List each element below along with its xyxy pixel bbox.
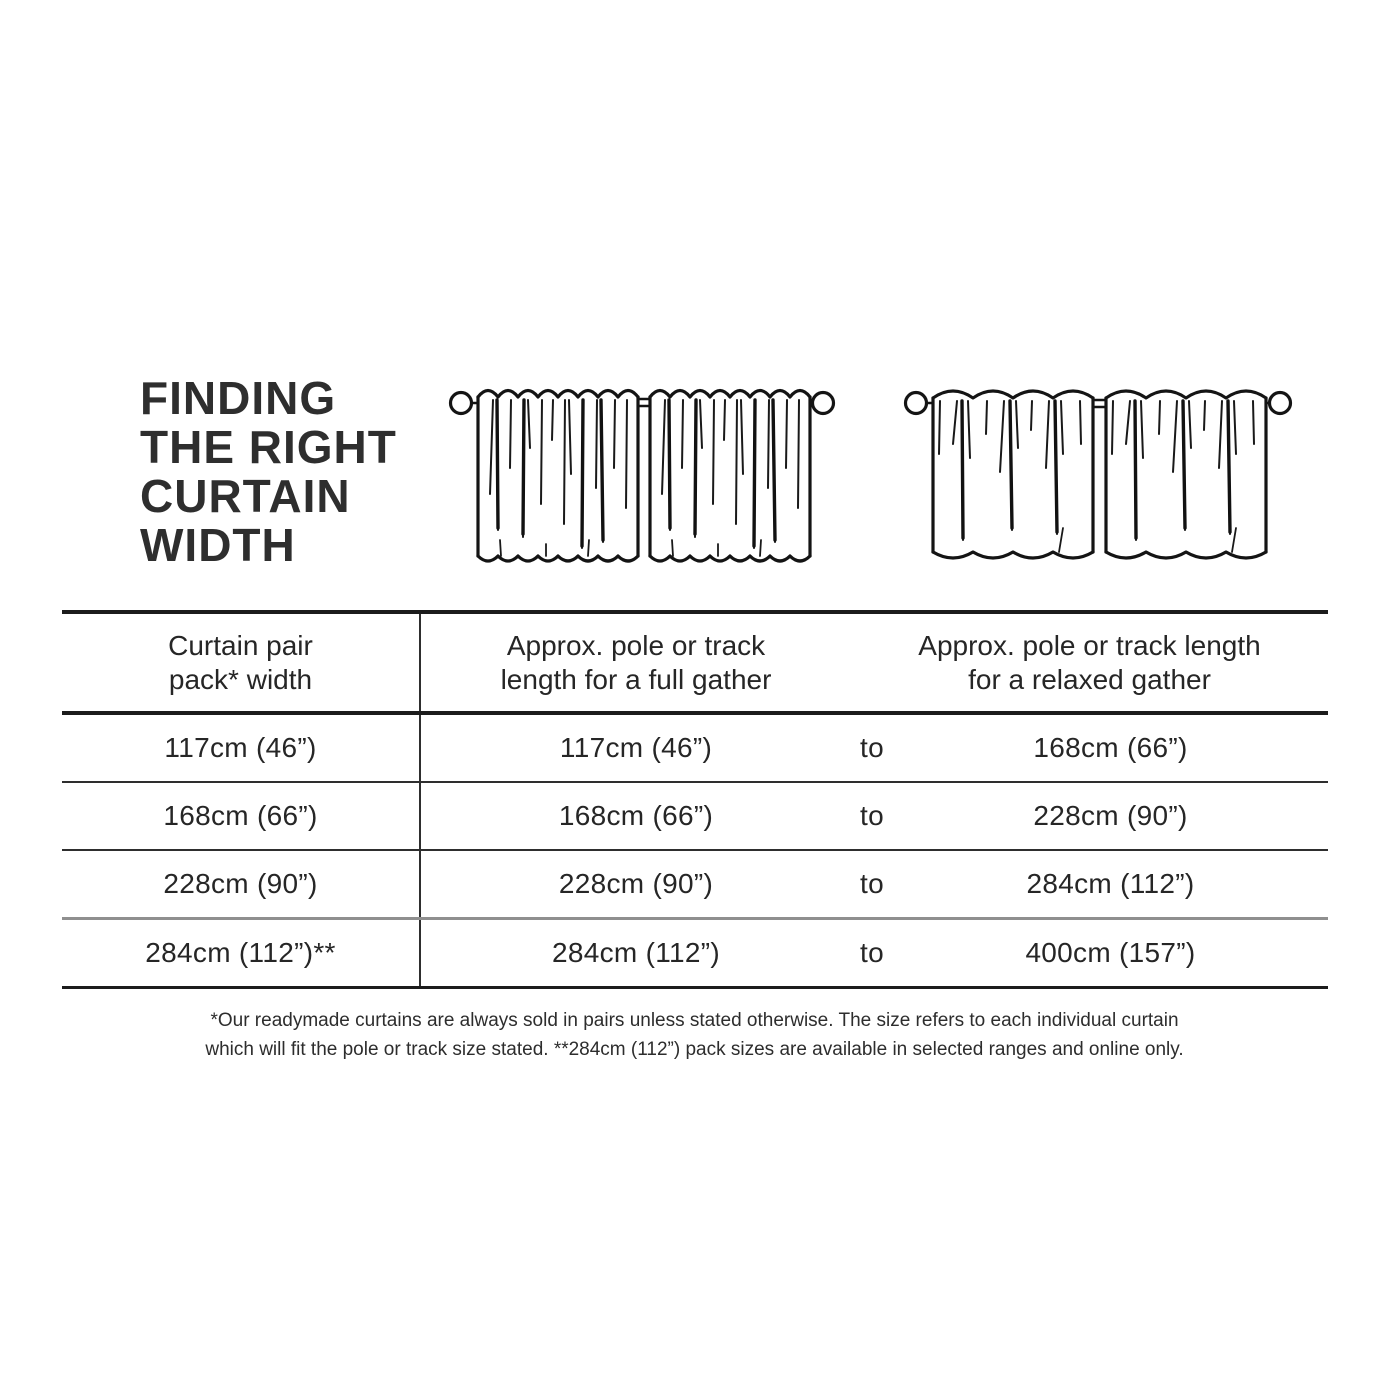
- relaxed-gather-value: 228cm (90”): [1033, 800, 1188, 831]
- table-header-row: [62, 614, 1328, 715]
- header-line: Curtain pair: [168, 629, 313, 661]
- header-line: Approx. pole or track: [506, 629, 766, 661]
- header-full-gather: [421, 614, 851, 711]
- full-gather-value: 228cm (90”): [558, 868, 714, 899]
- header-line: Approx. pole or track length: [918, 629, 1261, 661]
- relaxed-gather-value: 168cm (66”): [1033, 732, 1188, 763]
- curtain-pole: [1093, 400, 1106, 407]
- relaxed-gather-value: 400cm (157”): [1025, 937, 1196, 968]
- pack-width-value: 228cm (90”): [62, 851, 421, 917]
- pole-finial-left: [451, 393, 472, 414]
- page-title-line: FINDING: [140, 372, 337, 424]
- footnote-line: which will fit the pole or track size stated. **284cm (112”) pack sizes are available in selected ranges and online only.: [205, 1039, 1184, 1060]
- page-title-line: THE RIGHT: [140, 421, 397, 473]
- full-gather-value: 117cm (46”): [559, 732, 713, 763]
- full-gather-value: 284cm (112”): [551, 937, 721, 968]
- page-title-line: CURTAIN: [140, 470, 351, 522]
- header-line: for a relaxed gather: [968, 663, 1211, 695]
- pack-width-value: 168cm (66”): [62, 783, 421, 849]
- to-label: to: [860, 937, 884, 968]
- header-pack-width: [62, 614, 421, 711]
- pack-width-value: 117cm (46”): [62, 715, 421, 781]
- footnote-line: *Our readymade curtains are always sold in pairs unless stated otherwise. The size refers to each individual curtain: [210, 1010, 1179, 1031]
- header-line: length for a full gather: [500, 663, 772, 695]
- pole-finial-right: [813, 393, 834, 414]
- relaxed-gather-curtains-illustration: [903, 382, 1293, 572]
- pole-finial-left: [906, 393, 927, 414]
- page-title: [140, 374, 397, 570]
- pole-finial-right: [1270, 393, 1291, 414]
- curtain-panel-full-gather: [478, 391, 810, 562]
- pack-width-value: 284cm (112”)**: [62, 920, 421, 986]
- table-row: [62, 715, 1328, 781]
- header-line: pack* width: [168, 663, 313, 695]
- full-gather-curtains-illustration: [448, 382, 836, 572]
- footnote: [0, 1006, 1389, 1064]
- to-label: to: [860, 732, 884, 763]
- header-relaxed-gather: [851, 614, 1328, 711]
- full-gather-value: 168cm (66”): [558, 800, 714, 831]
- page-title-line: WIDTH: [140, 519, 296, 571]
- table-row: [62, 781, 1328, 849]
- curtain-panel-relaxed-gather: [933, 391, 1266, 558]
- relaxed-gather-value: 284cm (112”): [1026, 868, 1195, 899]
- size-table: [62, 610, 1328, 989]
- curtain-pole: [638, 399, 650, 406]
- to-label: to: [860, 868, 884, 899]
- table-row: [62, 917, 1328, 986]
- table-row: [62, 849, 1328, 917]
- to-label: to: [860, 800, 884, 831]
